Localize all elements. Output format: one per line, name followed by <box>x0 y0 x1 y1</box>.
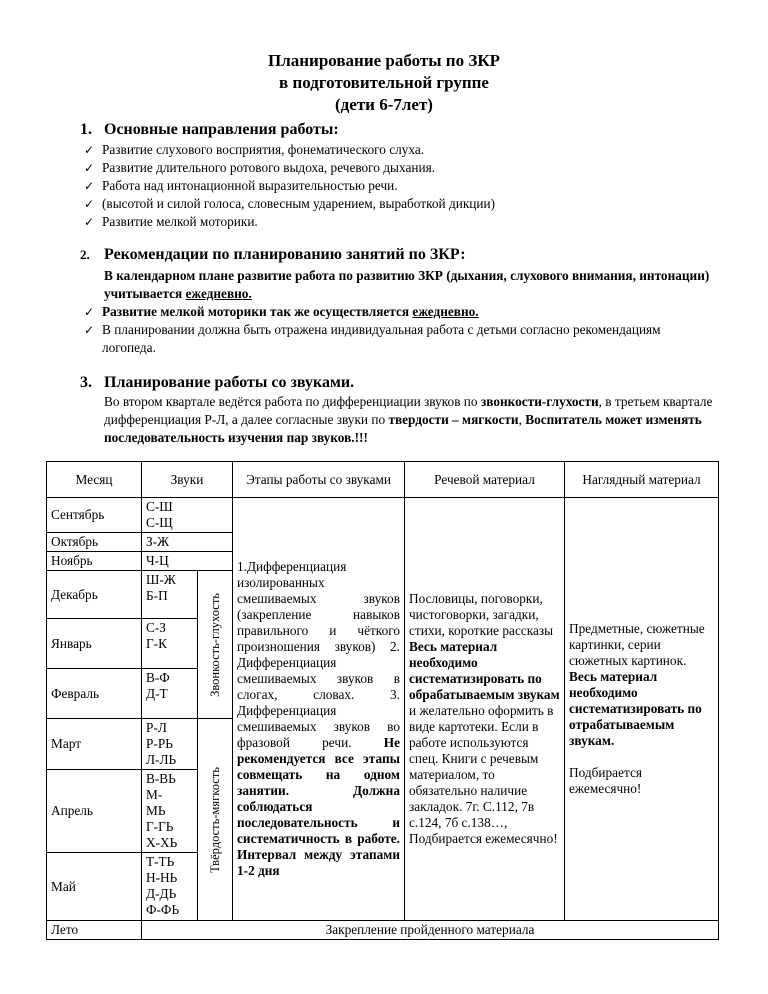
hardness-label: Твёрдость-мягкость <box>208 766 222 873</box>
sound-pair: Х-ХЬ <box>146 835 178 850</box>
title-line-2: в подготовительной группе <box>279 73 489 92</box>
sounds-cell <box>142 719 198 770</box>
sounds-cell <box>142 853 198 921</box>
hardness-emphasis: твердости – мягкости <box>388 412 519 427</box>
section-2-list <box>84 303 724 357</box>
table-header-row <box>47 462 719 498</box>
sound-pair: Н-НЬ <box>146 870 178 885</box>
month-cell: Апрель <box>47 770 142 853</box>
sound-pair: В-Ф <box>146 670 170 685</box>
section-3-paragraph <box>104 393 724 447</box>
table-row <box>47 498 719 533</box>
page-title <box>0 50 768 116</box>
list-item <box>84 303 724 321</box>
title-line-3: (дети 6-7лет) <box>335 95 433 114</box>
list-item: ✓ (высотой и силой голоса, словесным ударением, выработкой дикции) <box>84 195 495 213</box>
sounds-cell <box>142 669 198 719</box>
sound-pair: Д-Т <box>146 686 168 701</box>
header-sounds: Звуки <box>142 462 233 498</box>
month-cell: Январь <box>47 619 142 669</box>
sound-pair: М- <box>146 787 163 802</box>
section-2-number: 2. <box>80 247 90 262</box>
section-1-title: Основные направления работы: <box>104 121 339 138</box>
section-2-intro-text: В календарном плане развитие работа по развитию ЗКР (дыхания, слухового внимания, интонации) учитывается <box>104 268 710 301</box>
list-item: ✓ Развитие мелкой моторики. <box>84 213 495 231</box>
paragraph-text: , в третьем квартале дифференциация Р-Л, а далее согласные звуки по <box>104 394 713 427</box>
daily-emphasis: ежедневно. <box>185 286 252 301</box>
sound-pair: Ш-Ж <box>146 572 176 587</box>
sound-pair: Р-РЬ <box>146 736 173 751</box>
sound-pair: Л-ЛЬ <box>146 752 177 767</box>
sound-pair: Б-П <box>146 588 168 603</box>
summer-cell: Закрепление пройденного материала <box>142 921 719 940</box>
month-cell: Октябрь <box>47 533 142 552</box>
list-item: ✓ Развитие слухового восприятия, фонематического слуха. <box>84 141 495 159</box>
sound-pair: Ф-ФЬ <box>146 902 180 917</box>
header-month: Месяц <box>47 462 142 498</box>
sound-pair: С-Щ <box>146 515 173 530</box>
speech-text: и желательно оформить в виде картотеки. Если в работе используются спец. Книги с речевым материалом, то обязательно наличие закладок. 7г. С.112, 7в с.124, 7б с.138…, <box>409 702 554 830</box>
hardness-group-cell <box>198 719 233 921</box>
sounds-cell <box>142 770 198 853</box>
list-item: ✓ Развитие длительного ротового выдоха, речевого дыхания. <box>84 159 495 177</box>
list-item: ✓ Работа над интонационной выразительностью речи. <box>84 177 495 195</box>
sounds-cell <box>142 498 233 533</box>
paragraph-text: , <box>518 412 522 427</box>
speech-emphasis: Весь материал необходимо систематизировать по обрабатываемым звукам <box>409 638 560 702</box>
section-3-title: Планирование работы со звуками. <box>104 374 355 391</box>
sound-pair: Р-Л <box>146 720 167 735</box>
section-1-heading <box>80 121 339 139</box>
title-line-1: Планирование работы по ЗКР <box>267 51 501 70</box>
month-cell: Март <box>47 719 142 770</box>
sounds-cell: Ч-Ц <box>142 552 233 571</box>
sounds-cell <box>142 571 198 619</box>
stages-text: 1.Дифференциация изолированных смешиваемых звуков (закрепление навыков правильного и чёткого произношения звуков) 2. Дифференциация смешиваемых звуков в слогах, словах. 3. Дифференциация смешиваемых звуков во фразовой речи. <box>237 558 400 750</box>
sound-pair: Г-ГЬ <box>146 819 174 834</box>
section-3-number: 3. <box>80 374 92 391</box>
section-2-heading <box>80 246 466 264</box>
sound-pair: Т-ТЬ <box>146 854 175 869</box>
voicing-label: Звонкость-глухость <box>208 592 222 697</box>
voicing-group-cell <box>198 571 233 719</box>
sound-pair: В-ВЬ <box>146 771 176 786</box>
visual-monthly-note: Подбирается ежемесячно! <box>569 765 642 796</box>
visual-emphasis: Весь материал необходимо систематизировать по отрабатываемым звукам. <box>569 669 702 748</box>
sound-pair: С-Ш <box>146 499 173 514</box>
speech-text: Пословицы, поговорки, чистоговорки, загадки, стихи, короткие рассказы <box>409 590 554 638</box>
month-cell: Сентябрь <box>47 498 142 533</box>
section-2-title: Рекомендации по планированию занятий по ЗКР: <box>104 246 466 263</box>
section-3-heading <box>80 374 354 392</box>
header-speech-material: Речевой материал <box>405 462 565 498</box>
sounds-cell <box>142 619 198 669</box>
visual-material-cell <box>565 498 719 921</box>
month-cell: Февраль <box>47 669 142 719</box>
table-row <box>47 921 719 940</box>
paragraph-text: Во втором квартале ведётся работа по дифференциации звуков по <box>104 394 481 409</box>
daily-emphasis: ежедневно. <box>412 304 479 319</box>
sound-pair: Г-К <box>146 636 167 651</box>
sounds-cell: З-Ж <box>142 533 233 552</box>
speech-monthly-note: Подбирается ежемесячно! <box>409 830 558 846</box>
header-visual-material: Наглядный материал <box>565 462 719 498</box>
visual-text: Предметные, сюжетные картинки, серии сюжетных картинок. <box>569 621 705 668</box>
sound-pair: МЬ <box>146 803 166 818</box>
section-2-intro <box>104 267 724 303</box>
section-1-number: 1. <box>80 121 92 138</box>
motor-skills-text: Развитие мелкой моторики так же осуществляется <box>102 304 413 319</box>
voicing-emphasis: звонкости-глухости <box>480 394 599 409</box>
month-cell: Май <box>47 853 142 921</box>
month-cell: Лето <box>47 921 142 940</box>
speech-material-cell <box>405 498 565 921</box>
list-item: ✓ В планировании должна быть отражена индивидуальная работа с детьми согласно рекомендациям логопеда. <box>84 321 662 357</box>
header-stages: Этапы работы со звуками <box>233 462 405 498</box>
sound-plan-table <box>46 461 719 940</box>
month-cell: Ноябрь <box>47 552 142 571</box>
month-cell: Декабрь <box>47 571 142 619</box>
section-1-list <box>84 141 495 231</box>
teacher-note: Воспитатель может изменять последовательность изучения пар звуков.!!! <box>104 412 702 445</box>
stages-cell <box>233 498 405 921</box>
stages-warning: Не рекомендуется все этапы совмещать на одном занятии. Должна соблюдаться последовательность и систематичность в работе. Интервал между этапами 1-2 дня <box>237 734 400 878</box>
sound-pair: Д-ДЬ <box>146 886 177 901</box>
sound-pair: С-З <box>146 620 166 635</box>
